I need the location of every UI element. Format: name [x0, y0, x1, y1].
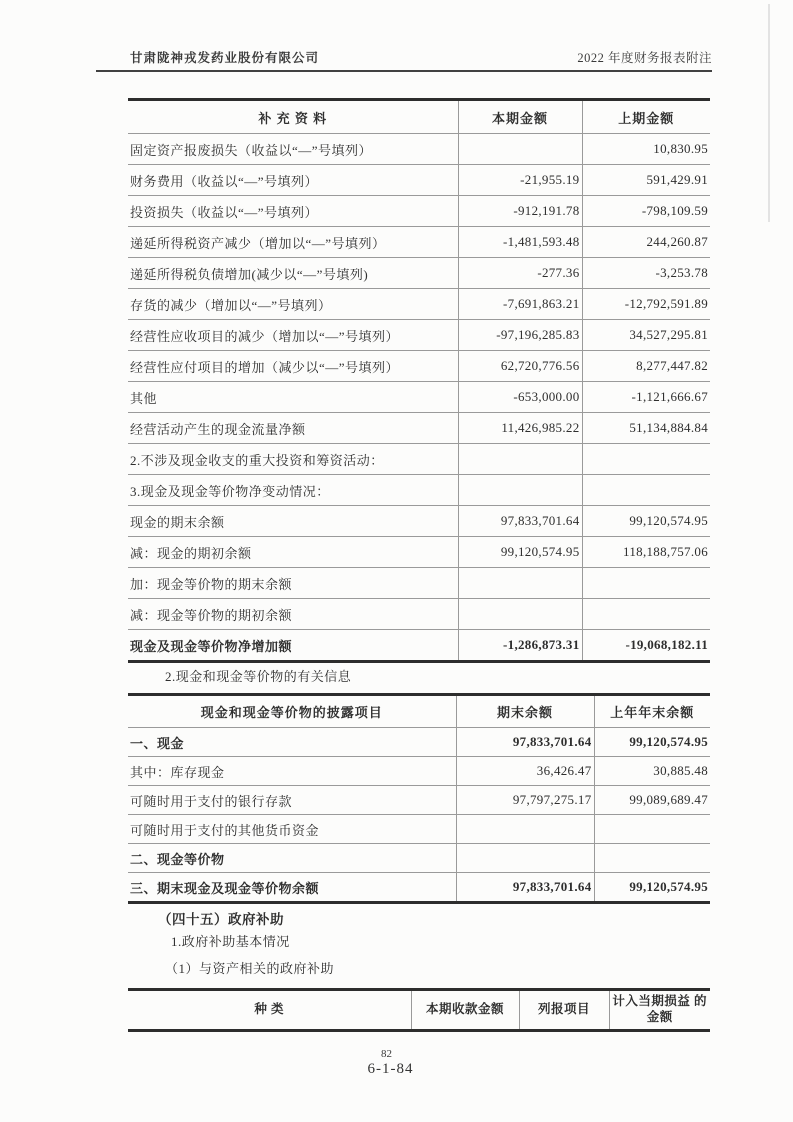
value-current-period — [458, 475, 582, 506]
row-label: 减：现金等价物的期初余额 — [128, 599, 458, 630]
table-row — [128, 320, 710, 351]
value-prior-period: 99,120,574.95 — [582, 506, 710, 537]
column-header: 期末余额 — [456, 695, 594, 728]
cash-info-note: 2.现金和现金等价物的有关信息 — [165, 669, 352, 684]
value-prior-period: -12,792,591.89 — [582, 289, 710, 320]
table-row — [128, 134, 710, 165]
value-current-period: -21,955.19 — [458, 165, 582, 196]
row-label: 递延所得税负债增加(减少以“—”号填列) — [128, 258, 458, 289]
page-number: 82 — [381, 1048, 392, 1060]
row-label: 可随时用于支付的银行存款 — [128, 786, 456, 815]
value-current-period — [456, 815, 594, 844]
value-current-period: 97,797,275.17 — [456, 786, 594, 815]
value-prior-period — [582, 568, 710, 599]
row-label: 现金及现金等价物净增加额 — [128, 630, 458, 662]
value-prior-period — [582, 599, 710, 630]
row-label: 加：现金等价物的期末余额 — [128, 568, 458, 599]
row-label: 其他 — [128, 382, 458, 413]
value-prior-period — [582, 444, 710, 475]
row-label: 经营活动产生的现金流量净额 — [128, 413, 458, 444]
value-prior-period: 244,260.87 — [582, 227, 710, 258]
row-label: 2.不涉及现金收支的重大投资和筹资活动： — [128, 444, 458, 475]
table-row — [128, 728, 710, 757]
table-row — [128, 844, 710, 873]
value-prior-period: 591,429.91 — [582, 165, 710, 196]
value-prior-period — [582, 475, 710, 506]
value-current-period: 97,833,701.64 — [458, 506, 582, 537]
company-name: 甘肃陇神戎发药业股份有限公司 — [130, 51, 320, 65]
value-prior-period — [594, 844, 710, 873]
value-prior-period: 10,830.95 — [582, 134, 710, 165]
table-row — [128, 382, 710, 413]
header-row — [128, 990, 710, 1031]
row-label: 二、现金等价物 — [128, 844, 456, 873]
row-label: 财务费用（收益以“—”号填列） — [128, 165, 458, 196]
value-current-period — [458, 134, 582, 165]
column-header: 补 充 资 料 — [128, 100, 458, 134]
value-prior-period: 118,188,757.06 — [582, 537, 710, 568]
table-row — [128, 196, 710, 227]
row-label: 存货的减少（增加以“—”号填列） — [128, 289, 458, 320]
table-row — [128, 786, 710, 815]
row-label: 现金的期末余额 — [128, 506, 458, 537]
row-label: 递延所得税资产减少（增加以“—”号填列） — [128, 227, 458, 258]
value-prior-period: -3,253.78 — [582, 258, 710, 289]
row-label: 固定资产报废损失（收益以“—”号填列） — [128, 134, 458, 165]
table-row — [128, 537, 710, 568]
value-prior-period: 99,120,574.95 — [594, 728, 710, 757]
row-label: 经营性应付项目的增加（减少以“—”号填列） — [128, 351, 458, 382]
column-header: 现金和现金等价物的披露项目 — [128, 695, 456, 728]
value-prior-period: 8,277,447.82 — [582, 351, 710, 382]
table-row — [128, 227, 710, 258]
document-number: 6-1-84 — [367, 1061, 414, 1077]
value-current-period: -97,196,285.83 — [458, 320, 582, 351]
value-prior-period: 99,120,574.95 — [629, 879, 708, 894]
column-header: 列报项目 — [519, 990, 609, 1031]
table-row — [128, 258, 710, 289]
table-row — [128, 413, 710, 444]
row-label: 减：现金的期初余额 — [128, 537, 458, 568]
value-current-period: -7,691,863.21 — [458, 289, 582, 320]
value-prior-period: 30,885.48 — [594, 757, 710, 786]
value-prior-period: 99,089,689.47 — [594, 786, 710, 815]
table-row — [128, 757, 710, 786]
table-row — [128, 289, 710, 320]
table-row — [128, 444, 710, 475]
value-current-period: -1,286,873.31 — [458, 630, 582, 662]
page-header — [96, 46, 712, 72]
row-label: 一、现金 — [128, 728, 456, 757]
subsidy-table — [128, 988, 710, 1032]
government-subsidy-heading: （四十五）政府补助 — [158, 912, 284, 927]
column-header: 上期金额 — [582, 100, 710, 134]
column-header: 计入当期损益 的金额 — [612, 994, 708, 1024]
value-current-period: 97,833,701.64 — [456, 728, 594, 757]
row-label: 经营性应收项目的减少（增加以“—”号填列） — [128, 320, 458, 351]
table-row — [128, 815, 710, 844]
subsidy-basic-info-line: 1.政府补助基本情况 — [171, 934, 290, 949]
column-header: 本期收款金额 — [411, 990, 519, 1031]
column-header: 种 类 — [128, 990, 411, 1031]
column-header: 上年年末余额 — [594, 695, 710, 728]
value-current-period — [458, 599, 582, 630]
value-prior-period: -798,109.59 — [582, 196, 710, 227]
value-current-period: 36,426.47 — [456, 757, 594, 786]
table-row — [128, 506, 710, 537]
value-current-period — [458, 568, 582, 599]
value-current-period — [456, 844, 594, 873]
value-current-period: 97,833,701.64 — [456, 873, 594, 903]
value-prior-period: -19,068,182.11 — [625, 637, 708, 652]
value-current-period: -1,481,593.48 — [458, 227, 582, 258]
table-row — [128, 351, 710, 382]
table-row — [128, 599, 710, 630]
value-current-period — [458, 444, 582, 475]
asset-related-subsidy-line: （1）与资产相关的政府补助 — [165, 961, 335, 976]
table-row — [128, 873, 710, 903]
header-row — [128, 100, 710, 134]
value-prior-period: 34,527,295.81 — [582, 320, 710, 351]
table-row — [128, 630, 710, 662]
row-label: 3.现金及现金等价物净变动情况： — [128, 475, 458, 506]
column-header: 本期金额 — [458, 100, 582, 134]
row-label: 三、期末现金及现金等价物余额 — [128, 873, 456, 903]
cash-equivalents-table — [128, 693, 710, 904]
scan-edge-artifact — [768, 4, 770, 222]
value-prior-period: 51,134,884.84 — [582, 413, 710, 444]
value-prior-period: -1,121,666.67 — [582, 382, 710, 413]
table-row — [128, 165, 710, 196]
table-row — [128, 475, 710, 506]
report-title: 2022 年度财务报表附注 — [577, 51, 712, 65]
row-label: 其中：库存现金 — [128, 757, 456, 786]
value-current-period: 62,720,776.56 — [458, 351, 582, 382]
value-current-period: 11,426,985.22 — [458, 413, 582, 444]
value-current-period: -277.36 — [458, 258, 582, 289]
row-label: 投资损失（收益以“—”号填列） — [128, 196, 458, 227]
header-row — [128, 695, 710, 728]
value-prior-period — [594, 815, 710, 844]
supplement-table — [128, 98, 710, 663]
value-current-period: 99,120,574.95 — [458, 537, 582, 568]
value-current-period: -912,191.78 — [458, 196, 582, 227]
row-label: 可随时用于支付的其他货币资金 — [128, 815, 456, 844]
value-current-period: -653,000.00 — [458, 382, 582, 413]
table-row — [128, 568, 710, 599]
